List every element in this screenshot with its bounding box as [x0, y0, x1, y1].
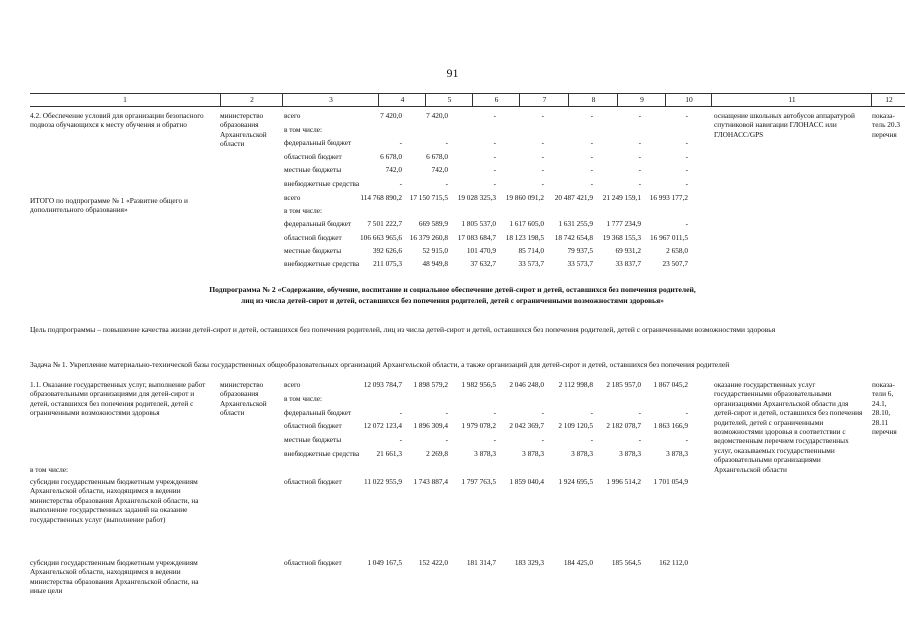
- funding-value: -: [638, 435, 641, 445]
- funding-value: 79 937,5: [567, 245, 593, 255]
- row-42-name: 4.2. Обеспечение условий для организации безопасного подвоза обучающихся к месту обучения и обратно: [30, 111, 204, 130]
- funding-value: -: [638, 111, 641, 120]
- funding-value: -: [685, 435, 688, 445]
- funding-value: -: [541, 138, 544, 147]
- funding-value: 7 420,0: [426, 111, 448, 120]
- funding-value: 17 150 715,5: [409, 193, 448, 202]
- funding-value: 3 878,3: [619, 449, 641, 458]
- funding-value: 181 314,7: [466, 558, 496, 567]
- row-42-indicator: показа-тель 20.3 перечня: [872, 111, 900, 139]
- funding-value: -: [399, 138, 402, 147]
- funding-value: 48 949,8: [422, 259, 448, 268]
- funding-value: -: [685, 178, 688, 188]
- funding-source-label: всего: [284, 111, 301, 120]
- funding-value: 1 898 579,2: [413, 380, 448, 389]
- funding-value: -: [445, 435, 448, 445]
- total-1-name: ИТОГО по подпрограмме № 1 «Развитие общего и дополнительного образования»: [30, 196, 188, 215]
- col-header-3: 3: [282, 94, 379, 106]
- col-header-2: 2: [220, 94, 283, 106]
- col-header-6: 6: [472, 94, 520, 106]
- funding-value: 33 837,7: [615, 259, 641, 268]
- funding-value: 1 049 167,5: [367, 558, 402, 567]
- funding-value: -: [399, 407, 402, 417]
- funding-value: 20 487 421,9: [554, 193, 593, 202]
- col-header-1: 1: [123, 95, 127, 104]
- funding-source-label: внебюджетные средства: [284, 178, 360, 188]
- funding-value: 16 993 177,2: [649, 193, 688, 202]
- row-11-indicator: показа-тели 6, 24.1, 28.10, 28.11 перечня: [872, 380, 897, 437]
- table-header: [30, 93, 905, 107]
- funding-value: 1 805 537,0: [461, 219, 496, 229]
- funding-source-label: внебюджетные средства: [284, 449, 360, 458]
- subprogram-goal: Цель подпрограммы – повышение качества жизни детей-сирот и детей, оставшихся без попечения родителей, лиц из числа детей-сирот и детей, оставшихся без попечения родителей, детей с ограниченными возможностями здоровья: [30, 325, 776, 334]
- funding-value: 52 915,0: [422, 245, 448, 255]
- funding-value: 19 860 091,2: [505, 193, 544, 202]
- funding-value: 1 797 763,5: [461, 477, 496, 486]
- funding-value: -: [685, 165, 688, 174]
- row-42-result: оснащение школьных автобусов аппаратурой спутниковой навигации ГЛОНАСС или ГЛОНАСС/GPS: [714, 111, 855, 139]
- funding-value: 19 368 155,3: [602, 232, 641, 242]
- funding-value: 1 701 054,9: [653, 477, 688, 486]
- col-header-12: 12: [871, 94, 905, 106]
- funding-value: 1 924 695,5: [558, 477, 593, 486]
- task-1: Задача № 1. Укрепление материально-технической базы государственных общеобразовательных организаций Архангельской области, а также организаций для детей-сирот и детей, оставшихся без попечения родителей: [30, 360, 730, 369]
- funding-value: 1 617 605,0: [509, 219, 544, 229]
- funding-value: 1 979 078,2: [461, 421, 496, 431]
- funding-value: -: [638, 178, 641, 188]
- page-number: 91: [446, 66, 459, 80]
- funding-value: 211 075,3: [373, 259, 402, 268]
- funding-value: 1 863 166,9: [653, 421, 688, 431]
- funding-value: 1 859 040,4: [509, 477, 544, 486]
- col-header-8: 8: [568, 94, 618, 106]
- funding-value: 101 470,9: [466, 245, 496, 255]
- funding-value: -: [399, 178, 402, 188]
- funding-value: 12 072 123,4: [363, 421, 402, 431]
- funding-value: 16 379 260,8: [409, 232, 448, 242]
- funding-value: -: [638, 407, 641, 417]
- funding-value: 1 996 514,2: [606, 477, 641, 486]
- funding-value: 184 425,0: [563, 558, 593, 567]
- funding-value: -: [445, 407, 448, 417]
- funding-value: 1 867 045,2: [653, 380, 688, 389]
- funding-value: 16 967 011,5: [649, 232, 688, 242]
- funding-value: -: [493, 407, 496, 417]
- funding-value: -: [685, 151, 688, 161]
- funding-value: 152 422,0: [418, 558, 448, 567]
- funding-value: 1 982 956,5: [461, 380, 496, 389]
- funding-value: -: [590, 407, 593, 417]
- funding-value: -: [541, 178, 544, 188]
- funding-value: 69 931,2: [615, 245, 641, 255]
- funding-value: -: [590, 178, 593, 188]
- funding-value: 2 658,0: [666, 245, 688, 255]
- col-header-5: 5: [425, 94, 473, 106]
- funding-source-label: в том числе:: [284, 393, 323, 403]
- sub-b-name: субсидии государственным бюджетным учреждениям Архангельской области, находящимся в ведении министерства образования Архангельской области, на иные цели: [30, 558, 199, 596]
- funding-value: 3 878,3: [571, 449, 593, 458]
- funding-value: -: [445, 178, 448, 188]
- funding-source-label: областной бюджет: [284, 421, 342, 431]
- funding-value: 2 042 369,7: [509, 421, 544, 431]
- funding-value: 19 028 325,3: [457, 193, 496, 202]
- col-header-9: 9: [617, 94, 666, 106]
- funding-source-label: местные бюджеты: [284, 165, 342, 174]
- funding-source-label: всего: [284, 193, 301, 202]
- funding-value: 1 777 234,9: [606, 219, 641, 229]
- funding-source-label: всего: [284, 380, 301, 389]
- funding-value: 33 573,7: [518, 259, 544, 268]
- funding-value: -: [493, 138, 496, 147]
- funding-value: -: [541, 151, 544, 161]
- funding-value: 2 046 248,0: [509, 380, 544, 389]
- row-11-name: 1.1. Оказание государственных услуг, выполнение работ образовательными организациями для детей-сирот и детей, оставшихся без попечения родителей, детей с ограниченными возможностями здоровья: [30, 380, 206, 418]
- funding-source-label: федеральный бюджет: [284, 219, 352, 229]
- funding-value: -: [685, 111, 688, 120]
- funding-value: 23 507,7: [662, 259, 688, 268]
- funding-value: -: [541, 165, 544, 174]
- funding-value: 162 112,0: [659, 558, 688, 567]
- funding-source-label: в том числе:: [284, 124, 323, 134]
- funding-value: 85 714,0: [518, 245, 544, 255]
- funding-source-label: областной бюджет: [284, 232, 342, 242]
- funding-value: -: [638, 165, 641, 174]
- funding-value: -: [590, 111, 593, 120]
- sub-b-source: областной бюджет: [284, 558, 342, 567]
- funding-value: 669 589,9: [418, 219, 448, 229]
- funding-value: 7 420,0: [380, 111, 402, 120]
- funding-value: 3 878,3: [474, 449, 496, 458]
- sub-a-name: субсидии государственным бюджетным учреждениям Архангельской области, находящимся в ведении министерства образования Архангельской области, на выполнение государственных заданий на оказание государственных услуг (выполнение работ): [30, 477, 199, 524]
- funding-value: 742,0: [431, 165, 448, 174]
- subprogram-title-line-1: Подпрограмма № 2 «Содержание, обучение, воспитание и социальное обеспечение детей-сирот и детей, оставшихся без попечения родителей,: [209, 285, 696, 294]
- funding-value: 3 878,3: [666, 449, 688, 458]
- col-header-11: 11: [711, 94, 872, 106]
- funding-value: 392 626,6: [372, 245, 402, 255]
- funding-value: -: [685, 219, 688, 229]
- funding-value: -: [685, 407, 688, 417]
- row-11-including: в том числе:: [30, 465, 69, 474]
- funding-value: -: [685, 138, 688, 147]
- funding-value: -: [541, 435, 544, 445]
- col-header-10: 10: [665, 94, 712, 106]
- funding-value: 37 632,7: [470, 259, 496, 268]
- funding-value: 1 743 887,4: [413, 477, 448, 486]
- funding-value: 6 678,0: [426, 151, 448, 161]
- funding-value: 2 109 120,5: [558, 421, 593, 431]
- funding-source-label: местные бюджеты: [284, 245, 342, 255]
- funding-value: -: [493, 151, 496, 161]
- funding-value: -: [590, 165, 593, 174]
- funding-value: 7 501 222,7: [367, 219, 402, 229]
- funding-value: -: [493, 435, 496, 445]
- funding-value: 21 249 159,1: [602, 193, 641, 202]
- funding-value: -: [493, 178, 496, 188]
- funding-value: -: [541, 111, 544, 120]
- funding-value: -: [638, 151, 641, 161]
- funding-value: 2 182 078,7: [606, 421, 641, 431]
- funding-value: 2 185 957,0: [606, 380, 641, 389]
- funding-value: -: [399, 435, 402, 445]
- funding-value: 742,0: [385, 165, 402, 174]
- funding-source-label: областной бюджет: [284, 151, 342, 161]
- funding-value: 6 678,0: [380, 151, 402, 161]
- funding-value: -: [590, 435, 593, 445]
- funding-source-label: федеральный бюджет: [284, 138, 352, 147]
- funding-value: 2 112 998,8: [558, 380, 593, 389]
- funding-value: -: [638, 138, 641, 147]
- funding-value: 11 022 955,9: [363, 477, 402, 486]
- funding-value: -: [590, 138, 593, 147]
- funding-value: 114 768 890,2: [360, 193, 402, 202]
- funding-value: -: [445, 138, 448, 147]
- subprogram-title-line-2: лиц из числа детей-сирот и детей, оставшихся без попечения родителей, детей с ограниченными возможностями здоровья»: [241, 296, 664, 305]
- col-header-7: 7: [519, 94, 569, 106]
- funding-source-label: внебюджетные средства: [284, 259, 360, 268]
- funding-value: 183 329,3: [514, 558, 544, 567]
- funding-value: -: [541, 407, 544, 417]
- funding-value: -: [493, 165, 496, 174]
- sub-a-source: областной бюджет: [284, 477, 342, 486]
- funding-value: 185 564,5: [611, 558, 641, 567]
- funding-source-label: в том числе:: [284, 206, 323, 216]
- funding-value: 12 093 784,7: [363, 380, 402, 389]
- row-11-executor: министерство образования Архангельской области: [220, 380, 267, 418]
- funding-value: 18 742 654,8: [554, 232, 593, 242]
- funding-source-label: местные бюджеты: [284, 435, 342, 445]
- funding-source-label: федеральный бюджет: [284, 407, 352, 417]
- funding-value: 1 896 309,4: [413, 421, 448, 431]
- row-11-result: оказание государственных услуг государственными образовательными организациями Архангельской области для детей-сирот и детей, оставшихся без попечения родителей, детей с ограниченными возможностями здоровья в соответствии с ведомственным перечнем государственных услуг, оказываемых государственными образовательными организациями Архангельской области: [714, 380, 863, 474]
- funding-value: 33 573,7: [567, 259, 593, 268]
- funding-value: 18 123 198,5: [505, 232, 544, 242]
- funding-value: -: [493, 111, 496, 120]
- funding-value: 17 083 684,7: [457, 232, 496, 242]
- funding-value: 3 878,3: [522, 449, 544, 458]
- col-header-4: 4: [378, 94, 426, 106]
- funding-value: 1 631 255,9: [558, 219, 593, 229]
- funding-value: -: [590, 151, 593, 161]
- funding-value: 2 269,8: [426, 449, 448, 458]
- row-42-executor: министерство образования Архангельской области: [220, 111, 267, 149]
- funding-value: 106 663 965,6: [360, 232, 402, 242]
- funding-value: 21 661,3: [376, 449, 402, 458]
